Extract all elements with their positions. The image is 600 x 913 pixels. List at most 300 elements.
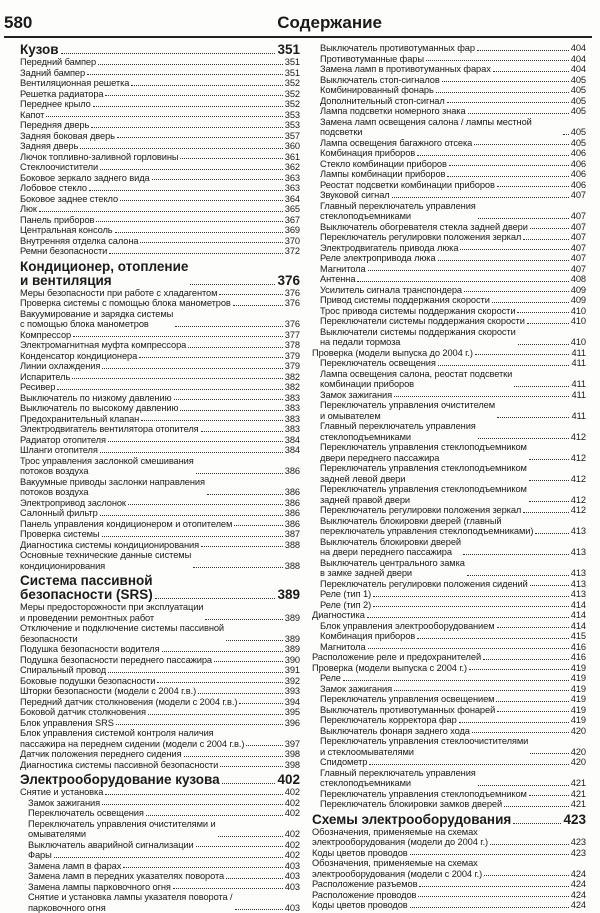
toc-entry-text: Выключатель стоп-сигналов [320, 75, 440, 86]
toc-entry-text: Реле [320, 673, 341, 684]
toc-section-title[interactable] [20, 574, 300, 602]
toc-entry-text: Лампы комбинации приборов [320, 169, 445, 180]
toc-entry[interactable] [312, 285, 586, 296]
toc-entry[interactable] [312, 222, 586, 233]
leader-dots [417, 155, 569, 156]
toc-entry-page: 413 [571, 579, 586, 590]
toc-entry[interactable] [312, 421, 586, 442]
toc-entry[interactable] [20, 236, 300, 247]
toc-entry[interactable] [20, 445, 300, 456]
toc-entry[interactable] [20, 540, 300, 551]
toc-entry-page: 414 [571, 610, 586, 621]
toc-entry-text: Блок управления электрооборудованием [320, 621, 495, 632]
toc-entry-text: Замок зажигания [320, 390, 392, 401]
toc-entry[interactable] [20, 330, 300, 341]
toc-entry-text: Переключатель регулировки положения зеркал [320, 505, 521, 516]
section-title-text: Система пассивной безопасности (SRS) [20, 574, 153, 602]
toc-entry[interactable] [312, 827, 586, 848]
toc-entry[interactable] [312, 54, 586, 65]
toc-entry-page: 411 [571, 358, 586, 369]
toc-entry[interactable] [20, 424, 300, 435]
toc-entry[interactable] [20, 89, 300, 100]
toc-entry[interactable] [312, 505, 586, 516]
leader-dots [438, 260, 569, 261]
leader-dots [392, 197, 569, 198]
toc-entry[interactable] [312, 579, 586, 590]
toc-entry[interactable] [20, 99, 300, 110]
leader-dots [373, 596, 569, 597]
toc-entry[interactable] [312, 243, 586, 254]
toc-entry-text: Переднее крыло [20, 99, 91, 110]
toc-entry[interactable] [312, 358, 586, 369]
toc-entry[interactable] [312, 75, 586, 86]
toc-entry[interactable] [20, 840, 300, 851]
leader-dots [128, 504, 283, 505]
toc-entry[interactable] [20, 351, 300, 362]
toc-entry[interactable] [20, 787, 300, 798]
toc-entry[interactable] [20, 676, 300, 687]
leader-dots [198, 693, 283, 694]
toc-entry[interactable] [20, 665, 300, 676]
toc-entry[interactable] [20, 204, 300, 215]
toc-entry[interactable] [312, 390, 586, 401]
toc-entry-text: Блок управления системой контроля наличия пассажира на переднем сидении (модели с 2004 г.в.) [20, 728, 244, 749]
toc-section-title[interactable] [20, 43, 300, 57]
toc-entry[interactable] [312, 768, 586, 789]
toc-entry[interactable] [20, 892, 300, 913]
toc-entry-page: 406 [571, 180, 586, 191]
toc-entry-text: Реостат подсветки комбинации приборов [320, 180, 495, 191]
toc-entry[interactable] [312, 400, 586, 421]
leader-dots [492, 302, 569, 303]
toc-entry[interactable] [312, 369, 586, 390]
toc-entry[interactable] [20, 403, 300, 414]
toc-entry-text: Стеклоочистители [20, 162, 98, 173]
toc-entry[interactable] [20, 760, 300, 771]
toc-entry-text: Расположение проводов [312, 890, 416, 901]
leader-dots [100, 515, 283, 516]
toc-entry[interactable] [20, 78, 300, 89]
leader-dots [162, 651, 283, 652]
toc-section-title[interactable] [312, 813, 586, 827]
leader-dots [80, 148, 283, 149]
toc-entry-text: Центральная консоль [20, 225, 113, 236]
leader-dots [214, 661, 283, 662]
toc-entry-text: Стекло комбинации приборов [320, 159, 447, 170]
toc-entry-page: 391 [285, 665, 300, 676]
leader-dots [46, 116, 282, 117]
toc-entry[interactable] [20, 655, 300, 666]
toc-entry-text: Радиатор отопителя [20, 435, 106, 446]
leader-dots [205, 619, 282, 620]
toc-entry-text: Линии охлаждения [20, 361, 100, 372]
toc-entry[interactable] [20, 749, 300, 760]
toc-entry-text: Спидометр [320, 757, 367, 768]
toc-entry[interactable] [20, 298, 300, 309]
toc-entry-text: Боковой датчик столкновения [20, 707, 146, 718]
toc-entry-text: Задний бампер [20, 68, 85, 79]
toc-entry-text: Вакуумирование и зарядка системы с помощью блока манометров [20, 309, 173, 330]
toc-entry[interactable] [20, 498, 300, 509]
toc-entry[interactable] [312, 600, 586, 611]
leader-dots [477, 50, 569, 51]
toc-entry[interactable] [20, 162, 300, 173]
toc-entry-text: Переключатель управления стеклоподъемником [320, 789, 527, 800]
toc-entry[interactable] [312, 327, 586, 348]
toc-entry[interactable] [312, 64, 586, 75]
toc-entry-page: 383 [285, 393, 300, 404]
toc-entry[interactable] [312, 253, 586, 264]
toc-entry-page: 407 [571, 190, 586, 201]
toc-entry-text: Коды цветов проводов [312, 900, 408, 911]
toc-entry[interactable] [312, 736, 586, 757]
toc-entry-text: Комбинация приборов [320, 631, 415, 642]
toc-entry-text: Меры безопасности при работе с хладагентом [20, 288, 217, 299]
toc-entry-text: Лампа подсветки номерного знака [320, 106, 466, 117]
toc-entry-page: 413 [571, 568, 586, 579]
toc-entry[interactable] [312, 348, 586, 359]
toc-entry[interactable] [312, 484, 586, 505]
toc-entry[interactable] [20, 602, 300, 623]
toc-section-title[interactable] [20, 773, 300, 787]
toc-entry[interactable] [312, 43, 586, 54]
toc-entry[interactable] [20, 110, 300, 121]
toc-entry[interactable] [312, 117, 586, 138]
toc-entry[interactable] [312, 85, 586, 96]
toc-entry-page: 402 [285, 850, 300, 861]
toc-entry-page: 389 [285, 613, 300, 624]
leader-dots [368, 270, 569, 271]
toc-entry-page: 415 [571, 631, 586, 642]
leader-dots [233, 305, 283, 306]
leader-dots [368, 648, 569, 649]
leader-dots [497, 627, 569, 628]
toc-entry-page: 352 [285, 89, 300, 100]
leader-dots [475, 354, 570, 355]
leader-dots [239, 703, 282, 704]
toc-entry-text: Расположение разъемов [312, 879, 417, 890]
header-rule [4, 36, 592, 38]
toc-entry[interactable] [20, 850, 300, 861]
toc-entry-page: 410 [571, 316, 586, 327]
toc-entry-page: 370 [285, 236, 300, 247]
leader-dots [89, 190, 283, 191]
toc-entry-text: Люк [20, 204, 37, 215]
toc-entry-page: 382 [285, 382, 300, 393]
toc-entry[interactable] [20, 361, 300, 372]
toc-entry-page: 390 [285, 655, 300, 666]
toc-entry[interactable] [312, 558, 586, 579]
toc-entry[interactable] [312, 684, 586, 695]
toc-entry-page: 419 [571, 694, 586, 705]
toc-entry[interactable] [20, 519, 300, 530]
leader-dots [563, 134, 569, 135]
toc-entry[interactable] [312, 264, 586, 275]
toc-entry[interactable] [312, 799, 586, 810]
leader-dots [483, 659, 569, 660]
toc-entry[interactable] [20, 697, 300, 708]
toc-entry-page: 412 [571, 495, 586, 506]
toc-entry[interactable] [312, 274, 586, 285]
toc-entry-page: 353 [285, 110, 300, 121]
leader-dots [173, 888, 283, 889]
leader-dots [218, 836, 283, 837]
toc-entry[interactable] [20, 173, 300, 184]
toc-entry-page: 389 [285, 634, 300, 645]
toc-entry-page: 424 [571, 869, 586, 880]
toc-entry[interactable] [20, 393, 300, 404]
toc-entry-text: Обозначения, применяемые на схемах электрооборудования (модели до 2004 г.) [312, 827, 488, 848]
toc-entry-page: 383 [285, 414, 300, 425]
toc-entry-page: 396 [285, 718, 300, 729]
toc-entry-text: Замена ламп в противотуманных фарах [320, 64, 491, 75]
toc-entry-page: 386 [285, 508, 300, 519]
toc-entry-page: 414 [571, 621, 586, 632]
toc-entry[interactable] [312, 463, 586, 484]
toc-entry-text: Переключатель управления стеклоподъемником задней левой двери [320, 463, 527, 484]
toc-entry-text: Переключатель регулировки положения зеркал [320, 232, 521, 243]
toc-entry-text: Выключатель центрального замка в замке задней двери [320, 558, 465, 579]
toc-entry-text: Магнитола [320, 642, 366, 653]
toc-entry[interactable] [312, 757, 586, 768]
toc-entry-page: 411 [571, 390, 586, 401]
leader-dots [235, 909, 283, 910]
toc-entry-text: Переключатель управления стеклоочистителями и стеклоомывателями [320, 736, 528, 757]
toc-entry[interactable] [20, 861, 300, 872]
toc-entry[interactable] [312, 673, 586, 684]
toc-entry[interactable] [312, 663, 586, 674]
leader-dots [226, 878, 283, 879]
toc-entry[interactable] [312, 789, 586, 800]
toc-entry[interactable] [20, 194, 300, 205]
leader-dots [226, 640, 283, 641]
leader-dots [530, 753, 569, 754]
toc-entry-text: Вакуумные приводы заслонки направления потоков воздуха [20, 477, 205, 498]
toc-entry-page: 421 [571, 778, 586, 789]
toc-entry-text: Переключатели системы поддержания скорости [320, 316, 525, 327]
toc-entry-page: 393 [285, 686, 300, 697]
leader-dots [140, 242, 282, 243]
toc-entry-text: Расположение реле и предохранителей [312, 652, 481, 663]
leader-dots [246, 745, 282, 746]
leader-dots [141, 420, 283, 421]
toc-entry[interactable] [312, 159, 586, 170]
leader-dots [100, 452, 283, 453]
toc-entry[interactable] [20, 686, 300, 697]
toc-entry[interactable] [20, 623, 300, 644]
toc-entry[interactable] [312, 537, 586, 558]
toc-entry[interactable] [20, 131, 300, 142]
toc-entry[interactable] [20, 477, 300, 498]
toc-entry[interactable] [20, 819, 300, 840]
toc-entry[interactable] [312, 442, 586, 463]
leader-dots [155, 598, 276, 599]
toc-entry-text: Замена ламп освещения салона / лампы местной подсветки [320, 117, 561, 138]
toc-entry[interactable] [20, 215, 300, 226]
toc-entry[interactable] [20, 728, 300, 749]
leader-dots [535, 533, 568, 534]
toc-entry-text: Ремни безопасности [20, 246, 107, 257]
leader-dots [72, 378, 283, 379]
toc-entry[interactable] [20, 550, 300, 571]
toc-entry-page: 383 [285, 403, 300, 414]
toc-entry-text: Салонный фильтр [20, 508, 98, 519]
toc-entry[interactable] [20, 882, 300, 893]
toc-entry[interactable] [312, 631, 586, 642]
toc-entry-list [312, 827, 586, 911]
leader-dots [523, 512, 569, 513]
toc-entry-page: 405 [571, 138, 586, 149]
toc-entry-page: 351 [285, 57, 300, 68]
toc-entry[interactable] [312, 316, 586, 327]
toc-entry[interactable] [20, 141, 300, 152]
toc-entry[interactable] [312, 180, 586, 191]
toc-entry-text: Панель приборов [20, 215, 94, 226]
toc-entry[interactable] [20, 644, 300, 655]
toc-entry-list [312, 43, 586, 810]
leader-dots [497, 417, 569, 418]
toc-entry-text: Проверка системы с помощью блока манометров [20, 298, 231, 309]
toc-entry[interactable] [312, 621, 586, 632]
toc-entry[interactable] [20, 68, 300, 79]
toc-entry-text: Фары [28, 850, 52, 861]
toc-entry[interactable] [20, 57, 300, 68]
toc-entry-text: Спиральный провод [20, 665, 106, 676]
toc-entry[interactable] [20, 707, 300, 718]
toc-entry-text: Решетка радиатора [20, 89, 103, 100]
leader-dots [175, 326, 283, 327]
toc-entry[interactable] [312, 106, 586, 117]
toc-entry[interactable] [312, 169, 586, 180]
toc-entry[interactable] [20, 529, 300, 540]
leader-dots [108, 441, 283, 442]
toc-entry[interactable] [312, 652, 586, 663]
leader-dots [220, 766, 283, 767]
toc-entry-page: 405 [571, 85, 586, 96]
toc-entry[interactable] [20, 288, 300, 299]
toc-entry[interactable] [312, 715, 586, 726]
toc-entry[interactable] [20, 152, 300, 163]
toc-entry[interactable] [20, 246, 300, 257]
toc-entry[interactable] [20, 435, 300, 446]
toc-entry[interactable] [20, 120, 300, 131]
toc-entry-list [20, 787, 300, 913]
toc-entry[interactable] [312, 705, 586, 716]
toc-entry[interactable] [312, 148, 586, 159]
leader-dots [139, 357, 283, 358]
leader-dots [207, 494, 283, 495]
toc-entry-page: 352 [285, 99, 300, 110]
leader-dots [464, 291, 569, 292]
toc-entry[interactable] [312, 516, 586, 537]
toc-entry[interactable] [20, 340, 300, 351]
toc-entry-text: Задняя дверь [20, 141, 78, 152]
toc-entry-text: Переключатель регулировки положения сидений [320, 579, 528, 590]
leader-dots [504, 806, 569, 807]
toc-entry-page: 413 [571, 547, 586, 558]
leader-dots [102, 804, 283, 805]
toc-entry-page: 405 [571, 127, 586, 138]
toc-entry[interactable] [312, 900, 586, 911]
toc-entry[interactable] [312, 610, 586, 621]
toc-entry-text: Передний бампер [20, 57, 96, 68]
toc-entry-text: Главный переключатель управления стеклоподъемниками [320, 768, 476, 789]
toc-entry[interactable] [312, 232, 586, 243]
toc-entry-page: 416 [571, 642, 586, 653]
toc-entry[interactable] [20, 456, 300, 477]
toc-entry-page: 384 [285, 445, 300, 456]
toc-entry[interactable] [20, 871, 300, 882]
toc-entry-text: Выключатель блокировки дверей (главный переключатель управления стеклоподъемниками) [320, 516, 533, 537]
toc-entry-page: 419 [571, 705, 586, 716]
leader-dots [523, 239, 569, 240]
leader-dots [102, 368, 282, 369]
toc-entry[interactable] [312, 858, 586, 879]
toc-section-title[interactable] [20, 260, 300, 288]
toc-entry[interactable] [20, 225, 300, 236]
toc-entry[interactable] [312, 890, 586, 901]
leader-dots [117, 137, 283, 138]
toc-entry-text: Звуковой сигнал [320, 190, 390, 201]
toc-entry-page: 424 [571, 879, 586, 890]
leader-dots [373, 606, 569, 607]
toc-entry-text: Лючок топливно-заливной горловины [20, 152, 178, 163]
toc-entry[interactable] [312, 642, 586, 653]
toc-entry[interactable] [312, 726, 586, 737]
toc-entry[interactable] [20, 309, 300, 330]
toc-entry-page: 419 [571, 684, 586, 695]
toc-entry[interactable] [20, 382, 300, 393]
leader-dots [517, 312, 568, 313]
toc-entry[interactable] [20, 183, 300, 194]
toc-entry[interactable] [312, 589, 586, 600]
toc-entry[interactable] [312, 848, 586, 859]
toc-entry[interactable] [312, 295, 586, 306]
toc-entry-page: 397 [285, 739, 300, 750]
toc-entry[interactable] [312, 201, 586, 222]
toc-entry-page: 413 [571, 589, 586, 600]
toc-entry[interactable] [312, 694, 586, 705]
toc-entry-text: Электродвигатель привода люка [320, 243, 458, 254]
leader-dots [102, 536, 283, 537]
toc-entry[interactable] [312, 96, 586, 107]
toc-entry[interactable] [20, 718, 300, 729]
leader-dots [447, 176, 568, 177]
toc-entry-page: 406 [571, 148, 586, 159]
toc-entry-text: Конденсатор кондиционера [20, 351, 137, 362]
toc-entry-page: 408 [571, 274, 586, 285]
toc-entry-page: 361 [285, 152, 300, 163]
toc-entry[interactable] [20, 372, 300, 383]
leader-dots [367, 617, 569, 618]
toc-entry-text: Комбинация приборов [320, 148, 415, 159]
toc-entry-text: Переключатель управления стеклоподъемником задней правой двери [320, 484, 527, 505]
toc-entry[interactable] [312, 138, 586, 149]
toc-entry-text: Переключатель освещения [28, 808, 144, 819]
toc-entry[interactable] [312, 190, 586, 201]
toc-entry[interactable] [20, 414, 300, 425]
toc-entry-text: Привод системы поддержания скорости [320, 295, 490, 306]
toc-entry[interactable] [20, 798, 300, 809]
leader-dots [478, 438, 569, 439]
toc-entry[interactable] [20, 508, 300, 519]
toc-entry[interactable] [20, 808, 300, 819]
toc-entry-text: Реле электропривода люка [320, 253, 436, 264]
toc-entry[interactable] [312, 306, 586, 317]
leader-dots [100, 169, 283, 170]
toc-entry[interactable] [312, 879, 586, 890]
leader-dots [513, 823, 561, 824]
